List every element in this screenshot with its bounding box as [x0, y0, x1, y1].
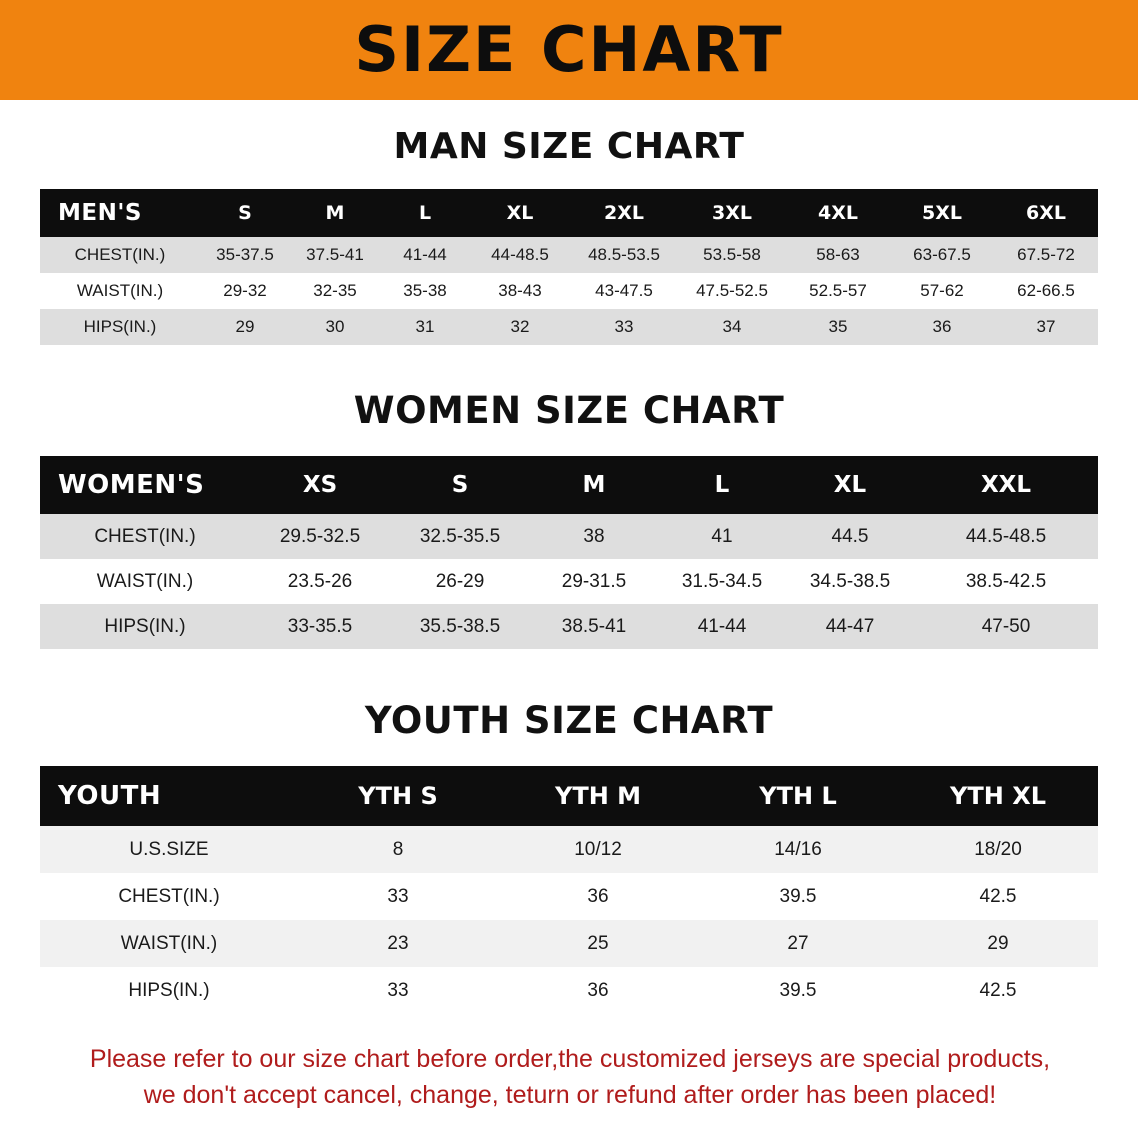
cell: 32.5-35.5	[390, 514, 530, 559]
policy-note	[40, 1042, 1100, 1113]
youth-header-yth-l: YTH L	[698, 766, 898, 826]
men-size-table	[40, 189, 1098, 345]
cell: 57-62	[890, 273, 994, 309]
cell: 38	[530, 514, 658, 559]
cell: 23.5-26	[250, 559, 390, 604]
cell: 23	[298, 920, 498, 967]
cell: 38.5-41	[530, 604, 658, 649]
table-header-row	[40, 189, 1098, 237]
cell: 35-37.5	[200, 237, 290, 273]
cell: 18/20	[898, 826, 1098, 873]
table-row	[40, 309, 1098, 345]
row-label: HIPS(IN.)	[40, 309, 200, 345]
row-label: HIPS(IN.)	[40, 967, 298, 1014]
table-row	[40, 559, 1098, 604]
men-header-label: MEN'S	[40, 189, 200, 237]
cell: 62-66.5	[994, 273, 1098, 309]
women-section-title: WOMEN SIZE CHART	[353, 389, 785, 432]
row-label: WAIST(IN.)	[40, 920, 298, 967]
women-header-label: WOMEN'S	[40, 456, 250, 514]
men-header-5xl: 5XL	[890, 189, 994, 237]
cell: 36	[498, 873, 698, 920]
cell: 34.5-38.5	[786, 559, 914, 604]
youth-header-yth-m: YTH M	[498, 766, 698, 826]
table-row	[40, 273, 1098, 309]
cell: 29	[898, 920, 1098, 967]
youth-header-label: YOUTH	[40, 766, 298, 826]
cell: 35	[786, 309, 890, 345]
cell: 42.5	[898, 873, 1098, 920]
header-banner	[0, 0, 1138, 100]
table-row	[40, 826, 1098, 873]
cell: 35-38	[380, 273, 470, 309]
row-label: CHEST(IN.)	[40, 237, 200, 273]
cell: 39.5	[698, 873, 898, 920]
cell: 38-43	[470, 273, 570, 309]
men-header-s: S	[200, 189, 290, 237]
youth-section-title: YOUTH SIZE CHART	[364, 699, 774, 742]
cell: 38.5-42.5	[914, 559, 1098, 604]
cell: 41-44	[658, 604, 786, 649]
cell: 41	[658, 514, 786, 559]
cell: 32	[470, 309, 570, 345]
women-header-xl: XL	[786, 456, 914, 514]
cell: 42.5	[898, 967, 1098, 1014]
cell: 31	[380, 309, 470, 345]
cell: 29	[200, 309, 290, 345]
women-header-l: L	[658, 456, 786, 514]
women-header-s: S	[390, 456, 530, 514]
cell: 32-35	[290, 273, 380, 309]
row-label: CHEST(IN.)	[40, 514, 250, 559]
cell: 33	[298, 873, 498, 920]
man-section-title: MAN SIZE CHART	[393, 126, 745, 167]
cell: 33	[570, 309, 678, 345]
table-row	[40, 873, 1098, 920]
table-row	[40, 967, 1098, 1014]
cell: 10/12	[498, 826, 698, 873]
cell: 25	[498, 920, 698, 967]
cell: 8	[298, 826, 498, 873]
cell: 33	[298, 967, 498, 1014]
youth-header-yth-xl: YTH XL	[898, 766, 1098, 826]
men-header-2xl: 2XL	[570, 189, 678, 237]
cell: 41-44	[380, 237, 470, 273]
cell: 29-31.5	[530, 559, 658, 604]
table-row	[40, 604, 1098, 649]
youth-header-yth-s: YTH S	[298, 766, 498, 826]
men-header-6xl: 6XL	[994, 189, 1098, 237]
cell: 44-48.5	[470, 237, 570, 273]
row-label: CHEST(IN.)	[40, 873, 298, 920]
cell: 36	[498, 967, 698, 1014]
cell: 26-29	[390, 559, 530, 604]
cell: 67.5-72	[994, 237, 1098, 273]
cell: 44.5-48.5	[914, 514, 1098, 559]
men-header-3xl: 3XL	[678, 189, 786, 237]
cell: 47.5-52.5	[678, 273, 786, 309]
cell: 58-63	[786, 237, 890, 273]
cell: 48.5-53.5	[570, 237, 678, 273]
cell: 44.5	[786, 514, 914, 559]
cell: 34	[678, 309, 786, 345]
women-header-xxl: XXL	[914, 456, 1098, 514]
cell: 37	[994, 309, 1098, 345]
women-size-table	[40, 456, 1098, 649]
cell: 52.5-57	[786, 273, 890, 309]
cell: 27	[698, 920, 898, 967]
policy-note-line-1: Please refer to our size chart before order,the customized jerseys are special products,	[89, 1045, 1051, 1073]
row-label: HIPS(IN.)	[40, 604, 250, 649]
men-header-xl: XL	[470, 189, 570, 237]
row-label: WAIST(IN.)	[40, 559, 250, 604]
table-header-row	[40, 766, 1098, 826]
cell: 47-50	[914, 604, 1098, 649]
cell: 63-67.5	[890, 237, 994, 273]
cell: 31.5-34.5	[658, 559, 786, 604]
cell: 33-35.5	[250, 604, 390, 649]
cell: 39.5	[698, 967, 898, 1014]
policy-note-line-2: we don't accept cancel, change, teturn or refund after order has been placed!	[143, 1080, 997, 1109]
cell: 43-47.5	[570, 273, 678, 309]
cell: 37.5-41	[290, 237, 380, 273]
cell: 29.5-32.5	[250, 514, 390, 559]
content-area	[0, 126, 1138, 1113]
table-row	[40, 920, 1098, 967]
table-header-row	[40, 456, 1098, 514]
women-header-xs: XS	[250, 456, 390, 514]
cell: 30	[290, 309, 380, 345]
men-header-l: L	[380, 189, 470, 237]
men-header-4xl: 4XL	[786, 189, 890, 237]
men-header-m: M	[290, 189, 380, 237]
cell: 44-47	[786, 604, 914, 649]
youth-size-table	[40, 766, 1098, 1014]
cell: 14/16	[698, 826, 898, 873]
row-label: U.S.SIZE	[40, 826, 298, 873]
table-row	[40, 237, 1098, 273]
page-title: SIZE CHART	[354, 13, 784, 86]
row-label: WAIST(IN.)	[40, 273, 200, 309]
table-row	[40, 514, 1098, 559]
cell: 36	[890, 309, 994, 345]
cell: 35.5-38.5	[390, 604, 530, 649]
women-header-m: M	[530, 456, 658, 514]
cell: 29-32	[200, 273, 290, 309]
cell: 53.5-58	[678, 237, 786, 273]
